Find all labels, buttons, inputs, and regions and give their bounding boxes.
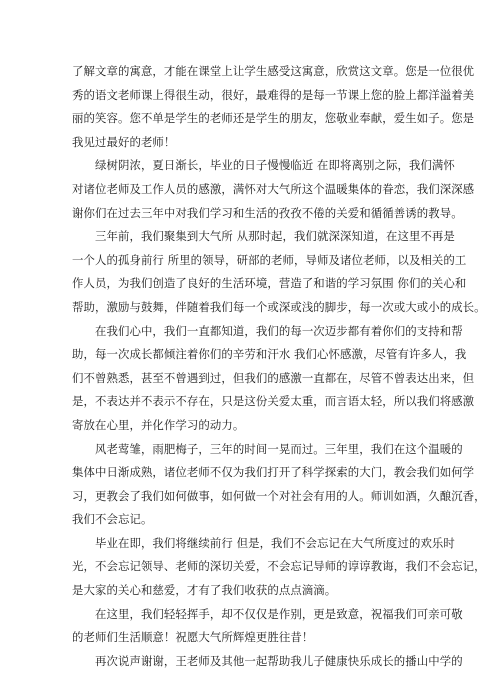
text-line: 们不曾熟悉，甚至不曾遇到过，但我们的感激一直都在，尽管不曾表达出来，但 bbox=[72, 370, 475, 385]
text-line: 的老师们生活顺意！祝愿大气所辉煌更胜往昔！ bbox=[72, 630, 314, 645]
paragraph bbox=[72, 60, 475, 154]
text-line: 毕业在即，我们将继续前行 但是，我们不会忘记在大气所度过的欢乐时 bbox=[72, 535, 455, 550]
text-line: 风老莺雏，雨肥梅子，三年的时间一晃而过。三年里，我们在这个温暖的 bbox=[72, 441, 463, 456]
text-line: 我们不会忘记。 bbox=[72, 512, 153, 527]
text-line: 丽的笑容。您不单是学生的老师还是学生的朋友，您敬业奉献，爱生如子。您是 bbox=[72, 111, 475, 126]
paragraph bbox=[72, 603, 463, 650]
text-line: 是大家的关心和慈爱，才有了我们收获的点点滴滴。 bbox=[72, 583, 337, 598]
text-line: 在这里，我们轻轻挥手，却不仅仅是作别，更是致意，祝福我们可亲可敬 bbox=[72, 606, 463, 621]
text-line: 对诸位老师及工作人员的感激，满怀对大气所这个温暖集体的眷恋，我们深深感 bbox=[72, 181, 475, 196]
text-line: 作人员，为我们创造了良好的生活环境，营造了和谐的学习氛围 你们的关心和 bbox=[72, 276, 467, 291]
text-line: 再次说声谢谢，王老师及其他一起帮助我儿子健康快乐成长的播山中学的 bbox=[72, 653, 463, 668]
text-line: 谢你们在过去三年中对我们学习和生活的孜孜不倦的关爱和循循善诱的教导。 bbox=[72, 205, 463, 220]
paragraph bbox=[72, 532, 486, 603]
paragraph bbox=[72, 650, 463, 673]
text-line: 我见过最好的老师！ bbox=[72, 134, 176, 149]
text-line: 习，更教会了我们如何做事，如何做一个对社会有用的人。师训如酒，久酿沉香， bbox=[72, 488, 486, 503]
text-line: 一个人的孤身前行 所里的领导，研部的老师，导师及诸位老师，以及相关的工 bbox=[72, 252, 467, 267]
text-line: 是，不表达并不表示不存在，只是这份关爱太重，而言语太轻，所以我们将感激 bbox=[72, 394, 475, 409]
text-line: 助，每一次成长都倾注着你们的辛劳和汗水 我们心怀感激，尽管有许多人，我 bbox=[72, 347, 467, 362]
text-line: 秀的语文老师课上得很生动，很好，最难得的是每一节课上您的脸上都洋溢着美 bbox=[72, 87, 475, 102]
text-line: 光，不会忘记领导、老师的深切关爱，不会忘记导师的谆谆教诲，我们不会忘记， bbox=[72, 559, 486, 574]
text-line: 了解文章的寓意，才能在课堂上让学生感受这寓意，欣赏这文章。您是一位很优 bbox=[72, 64, 475, 78]
paragraph bbox=[72, 225, 486, 319]
text-line: 集体中日渐成熟，诸位老师不仅为我们打开了科学探索的大门，教会我们如何学 bbox=[72, 465, 475, 480]
paragraph bbox=[72, 154, 475, 225]
paragraph bbox=[72, 320, 475, 438]
text-line: 在我们心中，我们一直都知道，我们的每一次迈步都有着你们的支持和帮 bbox=[72, 323, 463, 338]
text-line: 帮助，激励与鼓舞，伴随着我们每一个或深或浅的脚步，每一次或大或小的成长。 bbox=[72, 299, 486, 314]
text-line: 三年前，我们聚集到大气所 从那时起，我们就深深知道，在这里不再是 bbox=[72, 229, 455, 244]
paragraph bbox=[72, 438, 486, 532]
document-body bbox=[72, 60, 486, 673]
text-line: 绿树阴浓，夏日渐长，毕业的日子慢慢临近 在即将离别之际，我们满怀 bbox=[72, 158, 455, 173]
text-line: 寄放在心里，并化作学习的动力。 bbox=[72, 417, 245, 432]
